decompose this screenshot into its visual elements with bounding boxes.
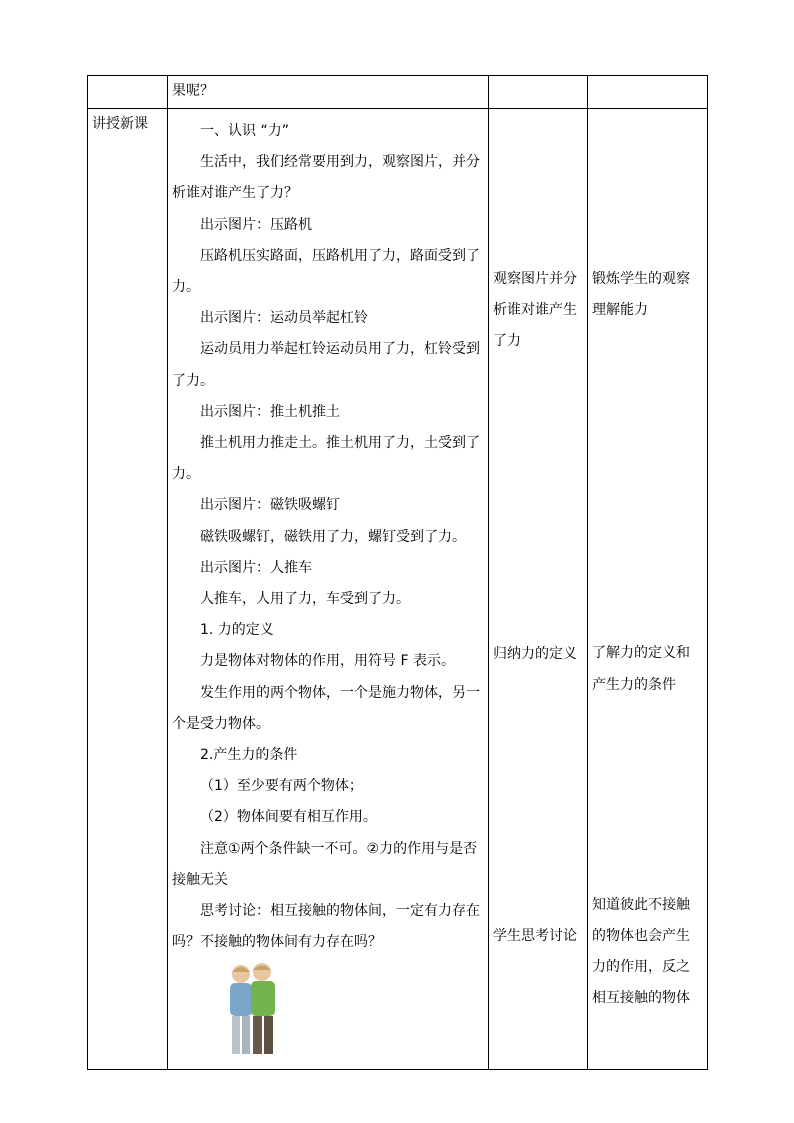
spacer — [592, 701, 703, 890]
paragraph: 运动员用力举起杠铃运动员用了力，杠铃受到了力。 — [172, 341, 480, 389]
list-item: （1）至少要有两个物体； — [200, 778, 363, 795]
paragraph: 出示图片：人推车 — [200, 559, 312, 576]
cell-empty — [88, 76, 168, 109]
student-activity-discuss: 学生思考讨论 — [493, 927, 577, 944]
top-content-text: 果呢？ — [172, 83, 214, 99]
section-label: 讲授新课 — [92, 116, 148, 132]
intent-definition: 了解力的定义和产生力的条件 — [592, 645, 690, 693]
list-item: （2）物体间要有相互作用。 — [200, 809, 377, 826]
paragraph: 出示图片：运动员举起杠铃 — [200, 310, 368, 327]
paragraph: 出示图片：磁铁吸螺钉 — [200, 497, 340, 514]
subheading-definition: 1. 力的定义 — [200, 622, 274, 639]
paragraph: 生活中，我们经常要用到力，观察图片，并分析谁对谁产生了力？ — [172, 154, 480, 202]
spacer — [592, 109, 703, 264]
spacer — [493, 358, 583, 639]
paragraph: 磁铁吸螺钉，磁铁用了力，螺钉受到了力。 — [200, 528, 466, 545]
spacer — [493, 670, 583, 921]
section-label-cell — [88, 109, 168, 1070]
student-activity-observe: 观察图片并分析谁对谁产生了力 — [493, 271, 577, 350]
spacer — [493, 109, 583, 264]
heading-recognize-force: 一、认识 “力” — [200, 123, 289, 139]
paragraph: 出示图片：压路机 — [200, 216, 312, 233]
cell-empty — [588, 76, 708, 109]
main-content-cell — [168, 109, 489, 1070]
student-activity-summarize: 归纳力的定义 — [493, 645, 577, 662]
student-activity-cell — [489, 109, 588, 1070]
cell-top-content — [168, 76, 489, 109]
paragraph: 压路机压实路面，压路机用了力，路面受到了力。 — [172, 247, 480, 296]
paragraph: 推土机用力推走土。推土机用了力，土受到了力。 — [172, 435, 480, 483]
lesson-plan-table — [87, 75, 708, 1070]
spacer — [592, 326, 703, 638]
paragraph: 出示图片：推土机推土 — [200, 403, 340, 420]
table-row — [88, 76, 708, 109]
subheading-conditions: 2.产生力的条件 — [200, 747, 298, 764]
intent-observation: 锻炼学生的观察理解能力 — [592, 271, 690, 319]
two-boys-illustration — [220, 960, 284, 1056]
design-intent-cell — [588, 109, 708, 1070]
table-row — [88, 109, 708, 1070]
paragraph: 注意①两个条件缺一不可。②力的作用与是否接触无关 — [172, 840, 478, 888]
paragraph: 发生作用的两个物体，一个是施力物体，另一个是受力物体。 — [172, 684, 480, 732]
cell-empty — [489, 76, 588, 109]
paragraph: 人推车，人用了力，车受到了力。 — [200, 591, 410, 608]
paragraph: 思考讨论：相互接触的物体间，一定有力存在吗？不接触的物体间有力存在吗？ — [172, 903, 480, 951]
intent-noncontact-force: 知道彼此不接触的物体也会产生力的作用，反之相互接触的物体 — [592, 896, 690, 1007]
paragraph: 力是物体对物体的作用，用符号 F 表示。 — [200, 653, 455, 670]
